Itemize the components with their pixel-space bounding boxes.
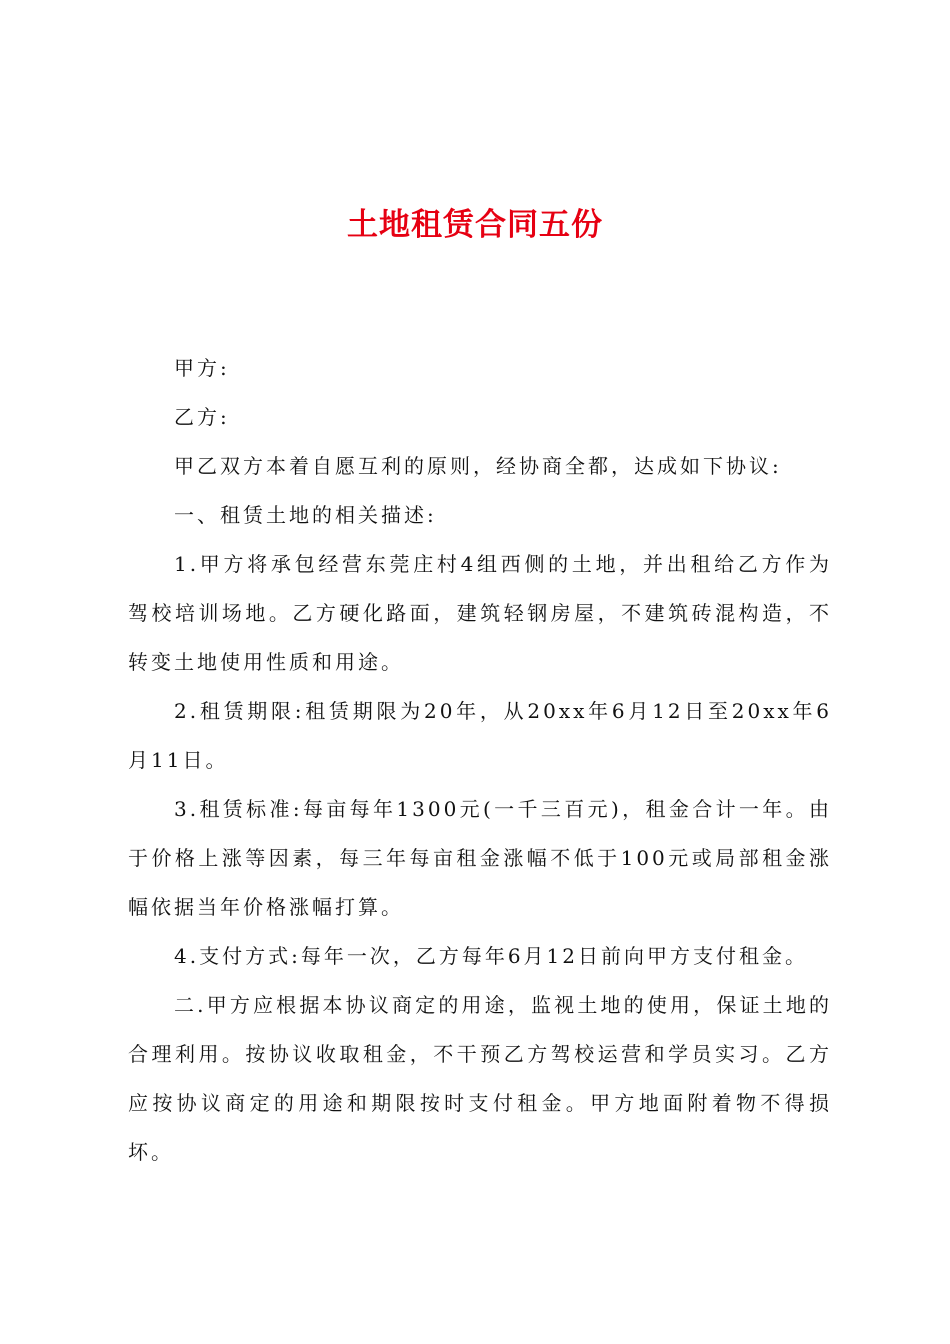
paragraph-clause-4: 4.支付方式:每年一次，乙方每年6月12日前向甲方支付租金。 [174,944,808,968]
paragraph-party-b: 乙方: [174,405,230,429]
paragraph-section-1-heading: 一、租赁土地的相关描述: [174,503,437,527]
document-title: 土地租赁合同五份 [347,207,603,243]
paragraph-clause-2: 2.租赁期限:租赁期限为20年，从20xx年6月12日至20xx年6月11日。 [128,699,832,772]
paragraph-section-2: 二.甲方应根据本协议商定的用途，监视土地的使用，保证土地的合理利用。按协议收取租金，不干预乙方驾校运营和学员实习。乙方应按协议商定的用途和期限按时支付租金。甲方地面附着物不得损坏。 [128,993,832,1164]
paragraph-clause-3: 3.租赁标准:每亩每年1300元(一千三百元)，租金合计一年。由于价格上涨等因素，每三年每亩租金涨幅不低于100元或局部租金涨幅依据当年价格涨幅打算。 [128,797,832,919]
paragraph-preamble: 甲乙双方本着自愿互利的原则，经协商全都，达成如下协议: [174,454,782,478]
paragraph-clause-1: 1.甲方将承包经营东莞庄村4组西侧的土地，并出租给乙方作为驾校培训场地。乙方硬化路面，建筑轻钢房屋，不建筑砖混构造，不转变土地使用性质和用途。 [128,552,832,674]
document-body [128,344,832,1177]
paragraph-party-a: 甲方: [174,356,230,380]
